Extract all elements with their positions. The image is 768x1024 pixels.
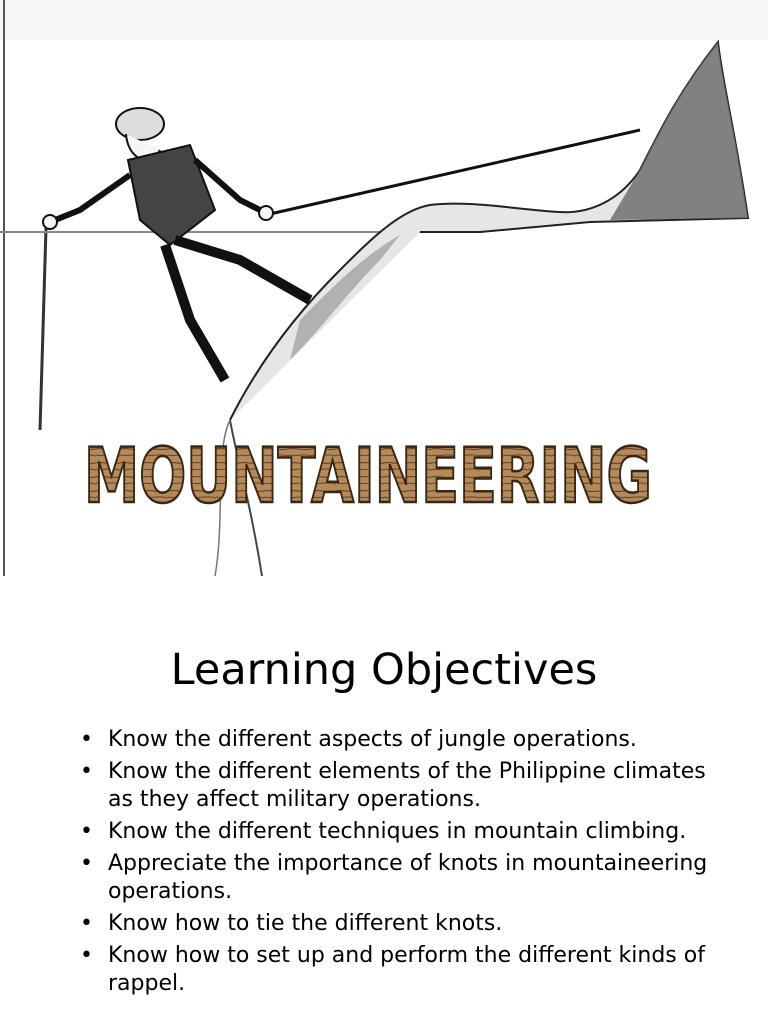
bullet-icon: • <box>80 819 93 844</box>
climber-figure <box>43 108 310 380</box>
list-item <box>80 910 720 938</box>
cover-title: MOUNTAINEERING <box>84 431 652 520</box>
list-item-text: Know how to set up and perform the different kinds of rappel. <box>108 943 705 996</box>
list-item <box>80 942 720 998</box>
list-item-text: Appreciate the importance of knots in mountaineering operations. <box>108 851 708 904</box>
list-item-text: Know the different techniques in mountain climbing. <box>108 819 687 844</box>
list-item <box>80 726 720 754</box>
bullet-icon: • <box>80 943 93 968</box>
bullet-icon: • <box>80 759 93 784</box>
objectives-list <box>80 726 720 1002</box>
list-item-text: Know how to tie the different knots. <box>108 911 503 936</box>
list-item <box>80 818 720 846</box>
list-item <box>80 850 720 906</box>
bullet-icon: • <box>80 727 93 752</box>
list-item-text: Know the different aspects of jungle operations. <box>108 727 637 752</box>
list-item-text: Know the different elements of the Philippine climates as they affect military operations. <box>108 759 706 812</box>
bullet-icon: • <box>80 851 93 876</box>
bullet-icon: • <box>80 911 93 936</box>
page-title: Learning Objectives <box>170 645 598 695</box>
mountaineering-wordart <box>0 418 768 528</box>
objectives-slide <box>0 576 768 1024</box>
list-item <box>80 758 720 814</box>
